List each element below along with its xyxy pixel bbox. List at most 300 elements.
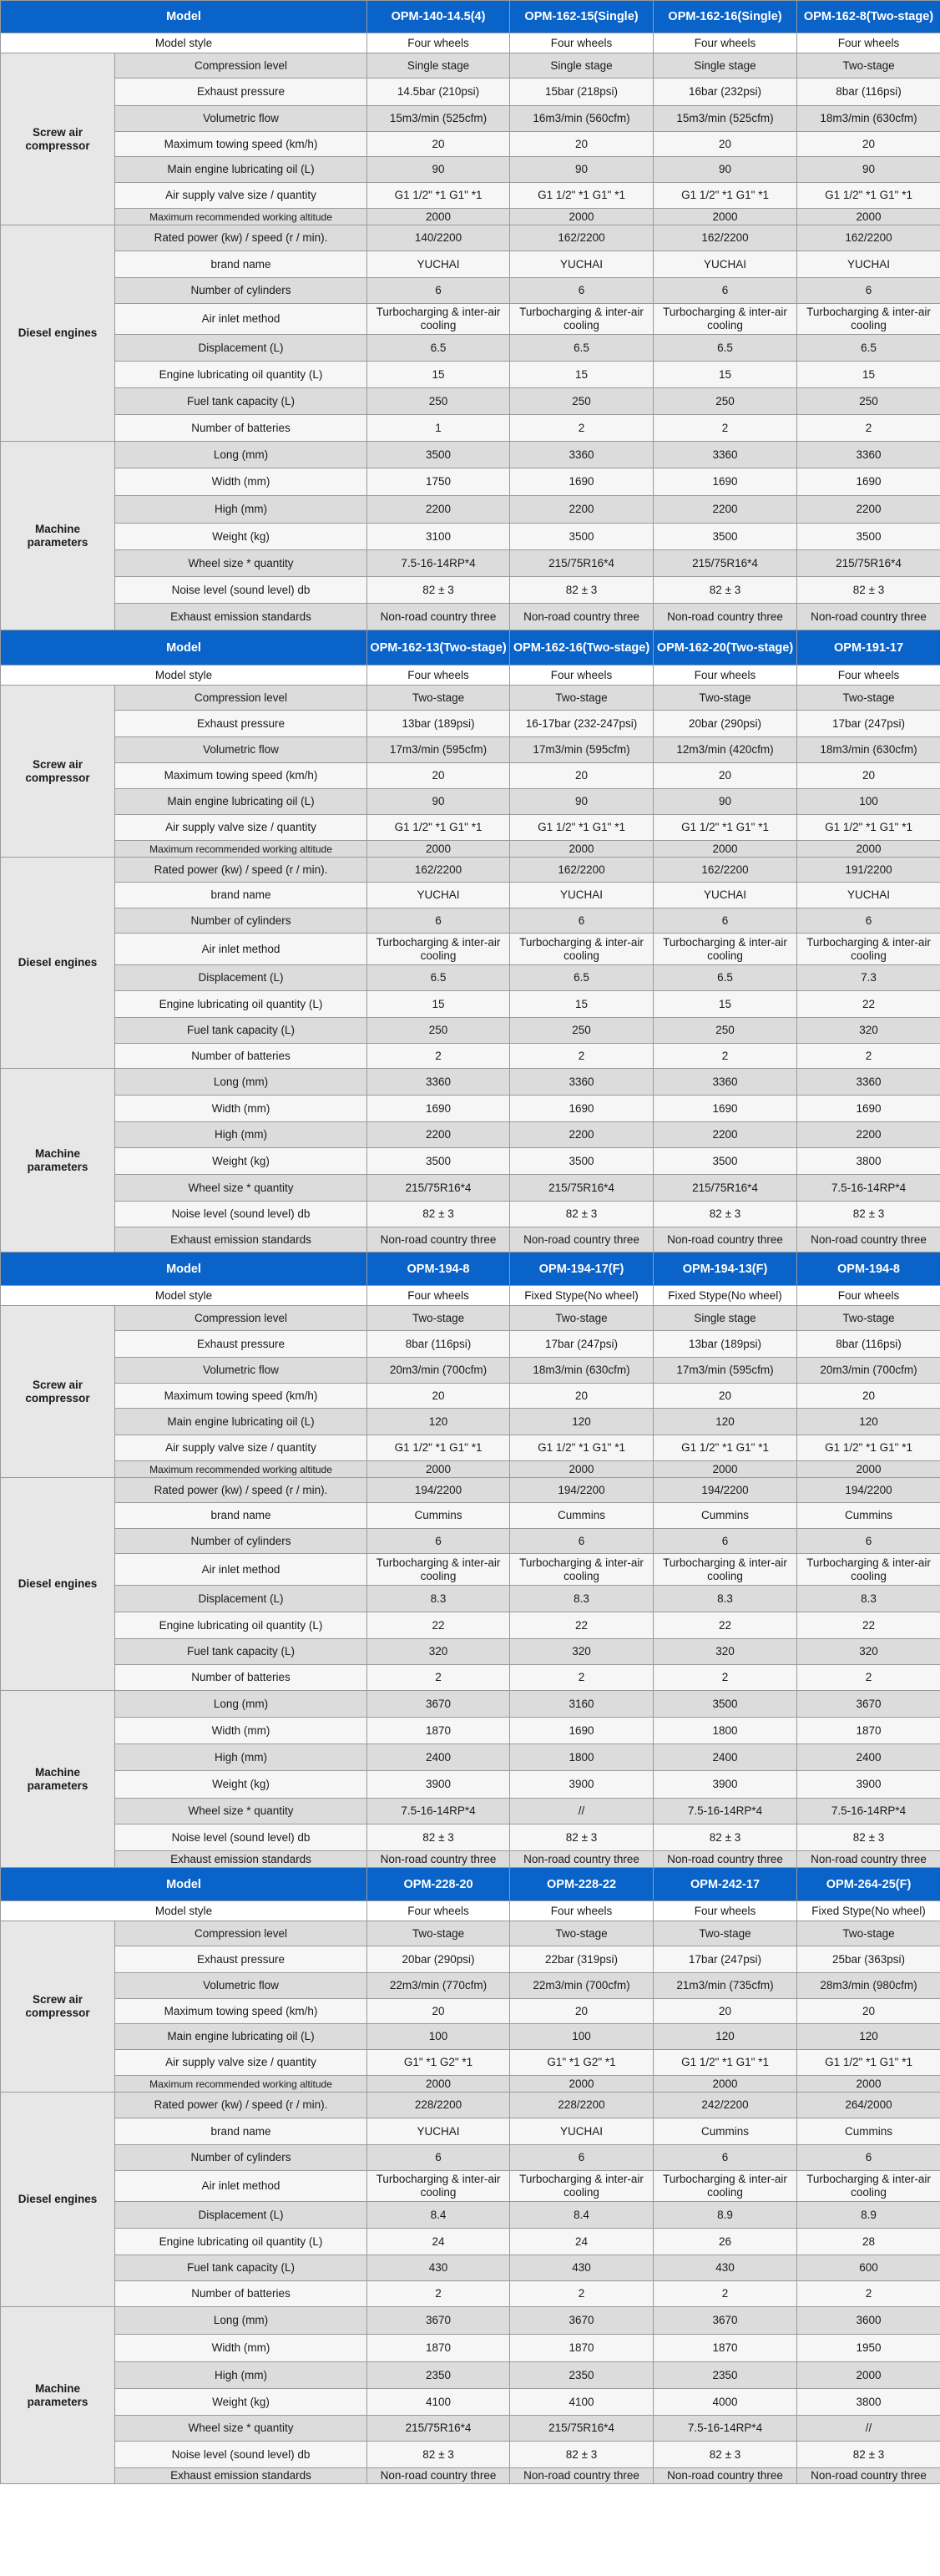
spec-value: 82 ± 3	[654, 1824, 797, 1851]
spec-value: 2350	[510, 2362, 654, 2389]
spec-value: 6	[367, 908, 510, 934]
spec-value: 162/2200	[654, 858, 797, 883]
spec-row	[1, 1946, 940, 1973]
spec-value: 20	[510, 1384, 654, 1409]
spec-row	[1, 2171, 940, 2202]
spec-value: 2000	[797, 2362, 940, 2389]
spec-value: 17bar (247psi)	[797, 711, 940, 737]
spec-row	[1, 2145, 940, 2171]
spec-value: 2000	[510, 2076, 654, 2093]
spec-row	[1, 1069, 940, 1096]
spec-row	[1, 686, 940, 711]
spec-label: Air inlet method	[115, 934, 367, 965]
model-name: OPM-194-17(F)	[510, 1253, 654, 1286]
spec-label: brand name	[115, 2118, 367, 2145]
spec-label: Width (mm)	[115, 468, 367, 496]
spec-value: 22m3/min (770cfm)	[367, 1973, 510, 1999]
spec-value: 17m3/min (595cfm)	[510, 737, 654, 763]
spec-value: 2	[654, 1665, 797, 1691]
spec-value: 7.5-16-14RP*4	[797, 1799, 940, 1824]
spec-value: 2350	[367, 2362, 510, 2389]
spec-label: Noise level (sound level) db	[115, 2442, 367, 2468]
spec-value: 1690	[367, 1096, 510, 1122]
spec-value: Non-road country three	[510, 604, 654, 630]
spec-value: 17bar (247psi)	[654, 1946, 797, 1973]
spec-value: 215/75R16*4	[510, 2416, 654, 2442]
spec-value: G1 1/2" *1 G1" *1	[654, 1435, 797, 1461]
model-style-value: Four wheels	[797, 666, 940, 686]
spec-value: G1 1/2" *1 G1" *1	[654, 2050, 797, 2076]
spec-value: 162/2200	[510, 858, 654, 883]
spec-value: Cummins	[797, 2118, 940, 2145]
spec-value: 28	[797, 2229, 940, 2255]
spec-value: YUCHAI	[367, 2118, 510, 2145]
model-style-label: Model style	[1, 1286, 367, 1306]
spec-row	[1, 209, 940, 225]
spec-value: Turbocharging & inter-air cooling	[510, 2171, 654, 2202]
spec-row	[1, 442, 940, 468]
spec-label: Rated power (kw) / speed (r / min).	[115, 2093, 367, 2118]
spec-row	[1, 550, 940, 577]
model-name: OPM-228-20	[367, 1868, 510, 1901]
model-style-value: Four wheels	[654, 33, 797, 53]
spec-row	[1, 1306, 940, 1331]
spec-row	[1, 1665, 940, 1691]
spec-value: 15	[797, 362, 940, 388]
spec-label: Wheel size * quantity	[115, 550, 367, 577]
spec-value: 22bar (319psi)	[510, 1946, 654, 1973]
model-name: OPM-194-13(F)	[654, 1253, 797, 1286]
spec-row	[1, 991, 940, 1018]
spec-label: Volumetric flow	[115, 1973, 367, 1999]
spec-label: Compression level	[115, 1921, 367, 1946]
spec-value: Turbocharging & inter-air cooling	[367, 1554, 510, 1586]
spec-label: High (mm)	[115, 496, 367, 524]
spec-value: 250	[654, 1018, 797, 1044]
spec-value: 20m3/min (700cfm)	[367, 1358, 510, 1384]
model-name: OPM-162-20(Two-stage)	[654, 630, 797, 666]
spec-value: G1" *1 G2" *1	[367, 2050, 510, 2076]
spec-value: 6	[797, 1529, 940, 1554]
group-label-engine: Diesel engines	[1, 225, 115, 442]
spec-value: 6.5	[510, 965, 654, 991]
spec-value: 320	[367, 1639, 510, 1665]
spec-value: 2	[654, 1044, 797, 1069]
spec-value: 3600	[797, 2307, 940, 2335]
spec-row	[1, 934, 940, 965]
spec-value: Non-road country three	[654, 1227, 797, 1253]
spec-value: 3500	[367, 1148, 510, 1175]
spec-row	[1, 1148, 940, 1175]
spec-value: Single stage	[654, 53, 797, 78]
spec-value: 1800	[510, 1744, 654, 1771]
model-style-row	[1, 666, 940, 686]
spec-value: 6.5	[510, 335, 654, 362]
model-header-row	[1, 1, 940, 33]
spec-value: 2	[797, 415, 940, 442]
spec-label: Air inlet method	[115, 1554, 367, 1586]
model-style-value: Four wheels	[367, 1286, 510, 1306]
spec-value: Non-road country three	[367, 604, 510, 630]
spec-row	[1, 2389, 940, 2416]
spec-value: 250	[510, 1018, 654, 1044]
spec-value: 250	[510, 388, 654, 415]
spec-value: 26	[654, 2229, 797, 2255]
spec-label: Engine lubricating oil quantity (L)	[115, 2229, 367, 2255]
spec-value: 320	[797, 1018, 940, 1044]
spec-value: 3900	[510, 1771, 654, 1799]
model-name: OPM-191-17	[797, 630, 940, 666]
spec-value: 194/2200	[797, 1478, 940, 1503]
spec-row	[1, 1529, 940, 1554]
spec-row	[1, 1503, 940, 1529]
spec-value: Two-stage	[654, 1921, 797, 1946]
spec-value: 2350	[654, 2362, 797, 2389]
spec-label: Long (mm)	[115, 1691, 367, 1718]
spec-value: 250	[367, 1018, 510, 1044]
model-style-value: Four wheels	[797, 1286, 940, 1306]
spec-value: 3360	[797, 1069, 940, 1096]
spec-value: 7.5-16-14RP*4	[797, 1175, 940, 1202]
spec-label: Maximum recommended working altitude	[115, 209, 367, 225]
spec-label: Fuel tank capacity (L)	[115, 388, 367, 415]
spec-value: YUCHAI	[510, 251, 654, 278]
spec-row	[1, 1612, 940, 1639]
spec-value: 20bar (290psi)	[654, 711, 797, 737]
spec-label: Compression level	[115, 1306, 367, 1331]
spec-value: 3500	[510, 1148, 654, 1175]
spec-value: 20	[367, 763, 510, 789]
group-label-engine: Diesel engines	[1, 1478, 115, 1691]
spec-value: Non-road country three	[367, 2468, 510, 2484]
spec-value: 6	[510, 1529, 654, 1554]
spec-value: Single stage	[654, 1306, 797, 1331]
spec-value: 2200	[797, 1122, 940, 1148]
spec-value: 3500	[367, 442, 510, 468]
spec-value: 162/2200	[367, 858, 510, 883]
spec-row	[1, 1331, 940, 1358]
spec-label: Number of cylinders	[115, 1529, 367, 1554]
spec-value: 8.9	[654, 2202, 797, 2229]
spec-value: 8bar (116psi)	[367, 1331, 510, 1358]
spec-value: 20	[654, 1384, 797, 1409]
model-label: Model	[1, 1253, 367, 1286]
spec-value: //	[797, 2416, 940, 2442]
spec-value: 82 ± 3	[797, 2442, 940, 2468]
spec-row	[1, 1044, 940, 1069]
spec-value: 3900	[797, 1771, 940, 1799]
spec-row	[1, 1718, 940, 1744]
spec-label: Noise level (sound level) db	[115, 1202, 367, 1227]
spec-value: 82 ± 3	[510, 577, 654, 604]
spec-value: 8bar (116psi)	[797, 1331, 940, 1358]
spec-value: 7.5-16-14RP*4	[367, 550, 510, 577]
spec-row	[1, 965, 940, 991]
spec-value: 215/75R16*4	[510, 1175, 654, 1202]
spec-value: 16-17bar (232-247psi)	[510, 711, 654, 737]
spec-value: 18m3/min (630cfm)	[797, 737, 940, 763]
group-label-machine: Machine parameters	[1, 1069, 115, 1253]
spec-value: 320	[797, 1639, 940, 1665]
spec-value: 18m3/min (630cfm)	[510, 1358, 654, 1384]
spec-value: 8.3	[797, 1586, 940, 1612]
spec-label: Maximum towing speed (km/h)	[115, 1999, 367, 2024]
spec-value: //	[510, 1799, 654, 1824]
spec-label: Exhaust pressure	[115, 78, 367, 106]
spec-value: 215/75R16*4	[367, 1175, 510, 1202]
model-style-value: Four wheels	[797, 33, 940, 53]
spec-value: 2200	[510, 1122, 654, 1148]
spec-label: Engine lubricating oil quantity (L)	[115, 362, 367, 388]
model-name: OPM-162-16(Single)	[654, 1, 797, 33]
spec-value: 1	[367, 415, 510, 442]
spec-label: High (mm)	[115, 2362, 367, 2389]
spec-row	[1, 78, 940, 106]
spec-value: 1690	[654, 468, 797, 496]
spec-value: 2200	[510, 496, 654, 524]
spec-value: 16m3/min (560cfm)	[510, 106, 654, 132]
model-style-row	[1, 1286, 940, 1306]
spec-row	[1, 2229, 940, 2255]
spec-row	[1, 883, 940, 908]
model-style-row	[1, 1901, 940, 1921]
model-name: OPM-162-15(Single)	[510, 1, 654, 33]
spec-value: 3670	[367, 2307, 510, 2335]
model-name: OPM-264-25(F)	[797, 1868, 940, 1901]
spec-row	[1, 132, 940, 157]
spec-value: 2000	[367, 841, 510, 858]
spec-label: brand name	[115, 883, 367, 908]
spec-value: 24	[510, 2229, 654, 2255]
spec-value: 6	[367, 1529, 510, 1554]
model-style-label: Model style	[1, 666, 367, 686]
spec-label: Weight (kg)	[115, 2389, 367, 2416]
spec-value: 1950	[797, 2335, 940, 2362]
spec-label: Compression level	[115, 53, 367, 78]
spec-value: 2000	[367, 209, 510, 225]
spec-value: 430	[654, 2255, 797, 2281]
spec-value: 1690	[510, 1718, 654, 1744]
spec-value: 3670	[510, 2307, 654, 2335]
group-label-engine: Diesel engines	[1, 2093, 115, 2307]
spec-value: YUCHAI	[654, 883, 797, 908]
spec-value: Two-stage	[797, 686, 940, 711]
spec-label: Displacement (L)	[115, 335, 367, 362]
spec-label: Maximum recommended working altitude	[115, 841, 367, 858]
spec-label: Maximum towing speed (km/h)	[115, 763, 367, 789]
spec-value: 2000	[510, 841, 654, 858]
spec-value: 82 ± 3	[510, 1202, 654, 1227]
spec-value: 6.5	[654, 965, 797, 991]
spec-value: G1 1/2" *1 G1" *1	[367, 815, 510, 841]
spec-value: 2000	[797, 841, 940, 858]
spec-row	[1, 2362, 940, 2389]
spec-label: brand name	[115, 251, 367, 278]
spec-row	[1, 388, 940, 415]
spec-row	[1, 524, 940, 550]
spec-value: 6	[654, 908, 797, 934]
spec-label: Wheel size * quantity	[115, 1799, 367, 1824]
spec-value: 430	[367, 2255, 510, 2281]
spec-value: 82 ± 3	[654, 2442, 797, 2468]
model-style-value: Four wheels	[510, 666, 654, 686]
spec-value: G1 1/2" *1 G1" *1	[510, 183, 654, 209]
spec-value: 82 ± 3	[797, 1202, 940, 1227]
spec-value: 90	[510, 789, 654, 815]
spec-value: 22	[797, 991, 940, 1018]
spec-value: 3900	[654, 1771, 797, 1799]
spec-row	[1, 335, 940, 362]
spec-value: 3360	[510, 442, 654, 468]
spec-value: G1 1/2" *1 G1" *1	[797, 183, 940, 209]
spec-row	[1, 1973, 940, 1999]
spec-value: 82 ± 3	[654, 577, 797, 604]
spec-value: 22m3/min (700cfm)	[510, 1973, 654, 1999]
spec-value: 24	[367, 2229, 510, 2255]
spec-value: 3800	[797, 2389, 940, 2416]
spec-row	[1, 1691, 940, 1718]
spec-row	[1, 737, 940, 763]
spec-value: 6	[797, 2145, 940, 2171]
spec-row	[1, 1999, 940, 2024]
spec-value: 20	[510, 1999, 654, 2024]
spec-value: 120	[797, 2024, 940, 2050]
spec-value: Non-road country three	[367, 1851, 510, 1868]
spec-value: 15m3/min (525cfm)	[367, 106, 510, 132]
spec-value: 8.4	[510, 2202, 654, 2229]
spec-value: 17bar (247psi)	[510, 1331, 654, 1358]
spec-label: Volumetric flow	[115, 737, 367, 763]
spec-label: Rated power (kw) / speed (r / min).	[115, 225, 367, 251]
spec-value: 3670	[654, 2307, 797, 2335]
spec-value: 1870	[367, 2335, 510, 2362]
spec-row	[1, 251, 940, 278]
spec-label: Weight (kg)	[115, 524, 367, 550]
spec-label: Width (mm)	[115, 2335, 367, 2362]
model-name: OPM-228-22	[510, 1868, 654, 1901]
spec-value: 82 ± 3	[510, 2442, 654, 2468]
model-style-value: Four wheels	[510, 33, 654, 53]
spec-value: 120	[654, 2024, 797, 2050]
spec-value: 2	[367, 2281, 510, 2307]
spec-value: Cummins	[797, 1503, 940, 1529]
spec-value: 15	[367, 991, 510, 1018]
spec-value: 15	[654, 991, 797, 1018]
spec-row	[1, 1921, 940, 1946]
spec-value: 90	[367, 157, 510, 183]
spec-row	[1, 1384, 940, 1409]
spec-value: G1 1/2" *1 G1" *1	[510, 815, 654, 841]
spec-value: 6.5	[367, 335, 510, 362]
spec-value: G1 1/2" *1 G1" *1	[797, 1435, 940, 1461]
spec-label: Fuel tank capacity (L)	[115, 2255, 367, 2281]
spec-row	[1, 1096, 940, 1122]
model-name: OPM-194-8	[367, 1253, 510, 1286]
spec-value: Non-road country three	[654, 2468, 797, 2484]
spec-value: G1 1/2" *1 G1" *1	[367, 1435, 510, 1461]
spec-value: 22	[367, 1612, 510, 1639]
spec-label: Exhaust pressure	[115, 1331, 367, 1358]
spec-value: 12m3/min (420cfm)	[654, 737, 797, 763]
spec-label: Air inlet method	[115, 304, 367, 335]
spec-row	[1, 1409, 940, 1435]
spec-value: 82 ± 3	[797, 1824, 940, 1851]
spec-value: 250	[797, 388, 940, 415]
spec-value: 2200	[654, 496, 797, 524]
spec-row	[1, 1175, 940, 1202]
spec-value: 215/75R16*4	[367, 2416, 510, 2442]
spec-value: 20	[510, 132, 654, 157]
spec-value: Cummins	[654, 2118, 797, 2145]
spec-value: Non-road country three	[797, 1851, 940, 1868]
spec-value: 90	[510, 157, 654, 183]
spec-value: Cummins	[367, 1503, 510, 1529]
spec-label: Width (mm)	[115, 1718, 367, 1744]
model-style-row	[1, 33, 940, 53]
spec-row	[1, 2024, 940, 2050]
spec-row	[1, 604, 940, 630]
model-label: Model	[1, 1868, 367, 1901]
model-name: OPM-162-13(Two-stage)	[367, 630, 510, 666]
spec-value: 82 ± 3	[654, 1202, 797, 1227]
spec-label: Width (mm)	[115, 1096, 367, 1122]
spec-label: Noise level (sound level) db	[115, 577, 367, 604]
spec-value: 90	[654, 789, 797, 815]
spec-label: Volumetric flow	[115, 106, 367, 132]
spec-label: Exhaust emission standards	[115, 2468, 367, 2484]
spec-row	[1, 468, 940, 496]
spec-row	[1, 577, 940, 604]
spec-value: 2200	[797, 496, 940, 524]
spec-label: Engine lubricating oil quantity (L)	[115, 1612, 367, 1639]
spec-value: 2	[510, 1044, 654, 1069]
spec-value: YUCHAI	[654, 251, 797, 278]
spec-label: Weight (kg)	[115, 1148, 367, 1175]
spec-value: G1" *1 G2" *1	[510, 2050, 654, 2076]
spec-label: Exhaust pressure	[115, 711, 367, 737]
spec-label: Number of cylinders	[115, 908, 367, 934]
group-label-compressor: Screw air compressor	[1, 1921, 115, 2093]
spec-value: Turbocharging & inter-air cooling	[654, 1554, 797, 1586]
spec-value: 7.5-16-14RP*4	[654, 1799, 797, 1824]
spec-value: 215/75R16*4	[797, 550, 940, 577]
spec-row	[1, 2281, 940, 2307]
model-header-row	[1, 630, 940, 666]
spec-value: 100	[367, 2024, 510, 2050]
spec-label: Exhaust emission standards	[115, 1227, 367, 1253]
spec-value: 1870	[510, 2335, 654, 2362]
spec-label: Number of cylinders	[115, 278, 367, 304]
spec-value: 228/2200	[367, 2093, 510, 2118]
spec-value: 320	[654, 1639, 797, 1665]
spec-row	[1, 1478, 940, 1503]
spec-value: Cummins	[654, 1503, 797, 1529]
spec-value: G1 1/2" *1 G1" *1	[367, 183, 510, 209]
spec-label: Displacement (L)	[115, 2202, 367, 2229]
spec-value: Turbocharging & inter-air cooling	[797, 1554, 940, 1586]
spec-value: 21m3/min (735cfm)	[654, 1973, 797, 1999]
spec-label: Rated power (kw) / speed (r / min).	[115, 858, 367, 883]
spec-value: 2000	[797, 1461, 940, 1478]
spec-row	[1, 2442, 940, 2468]
spec-label: Main engine lubricating oil (L)	[115, 789, 367, 815]
model-name: OPM-162-16(Two-stage)	[510, 630, 654, 666]
spec-label: Fuel tank capacity (L)	[115, 1639, 367, 1665]
spec-value: 3900	[367, 1771, 510, 1799]
spec-value: 194/2200	[510, 1478, 654, 1503]
model-style-value: Four wheels	[654, 1901, 797, 1921]
spec-value: 2000	[654, 2076, 797, 2093]
